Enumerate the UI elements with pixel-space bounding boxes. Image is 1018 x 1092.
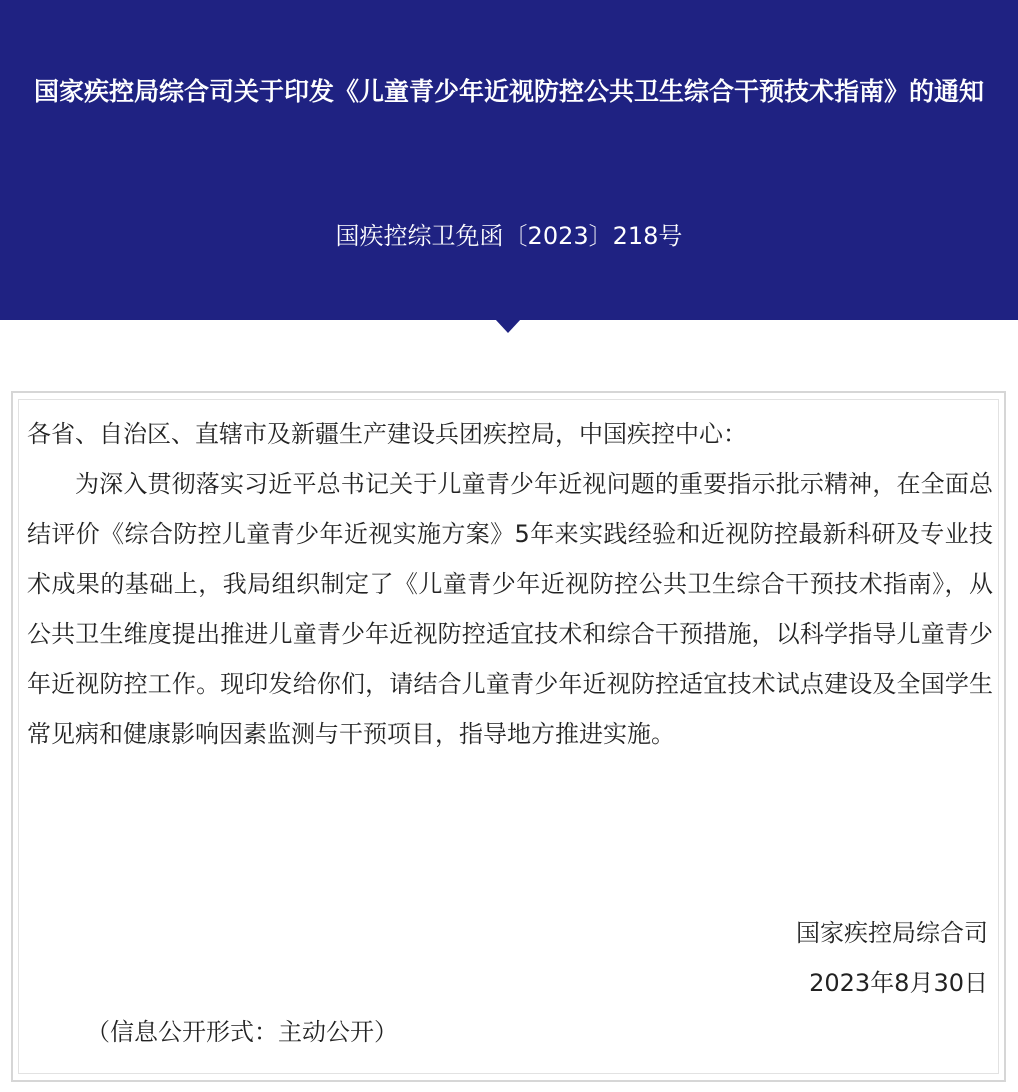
disclosure-note: （信息公开形式：主动公开） [86, 1018, 398, 1046]
document-number: 国疾控综卫免函〔2023〕218号 [335, 222, 683, 250]
document-header [0, 0, 1018, 320]
letter-signature-block [796, 908, 988, 1008]
letter-salutation: 各省、自治区、直辖市及新疆生产建设兵团疾控局，中国疾控中心： [27, 420, 747, 448]
letter-body: 为深入贯彻落实习近平总书记关于儿童青少年近视问题的重要指示批示精神，在全面总结评价《综合防控儿童青少年近视实施方案》5年来实践经验和近视防控最新科研及专业技术成果的基础上，我局组织制定了《儿童青少年近视防控公共卫生综合干预技术指南》，从公共卫生维度提出推进儿童青少年近视防控适宜技术和综合干预措施，以科学指导儿童青少年近视防控工作。现印发给你们，请结合儿童青少年近视防控适宜技术试点建设及全国学生常见病和健康影响因素监测与干预项目，指导地方推进实施。 [27, 470, 993, 748]
header-pointer-arrow [495, 319, 521, 333]
document-title: 国家疾控局综合司关于印发《儿童青少年近视防控公共卫生综合干预技术指南》的通知 [33, 77, 984, 106]
issue-date: 2023年8月30日 [809, 969, 988, 997]
issuer-name: 国家疾控局综合司 [796, 919, 988, 947]
